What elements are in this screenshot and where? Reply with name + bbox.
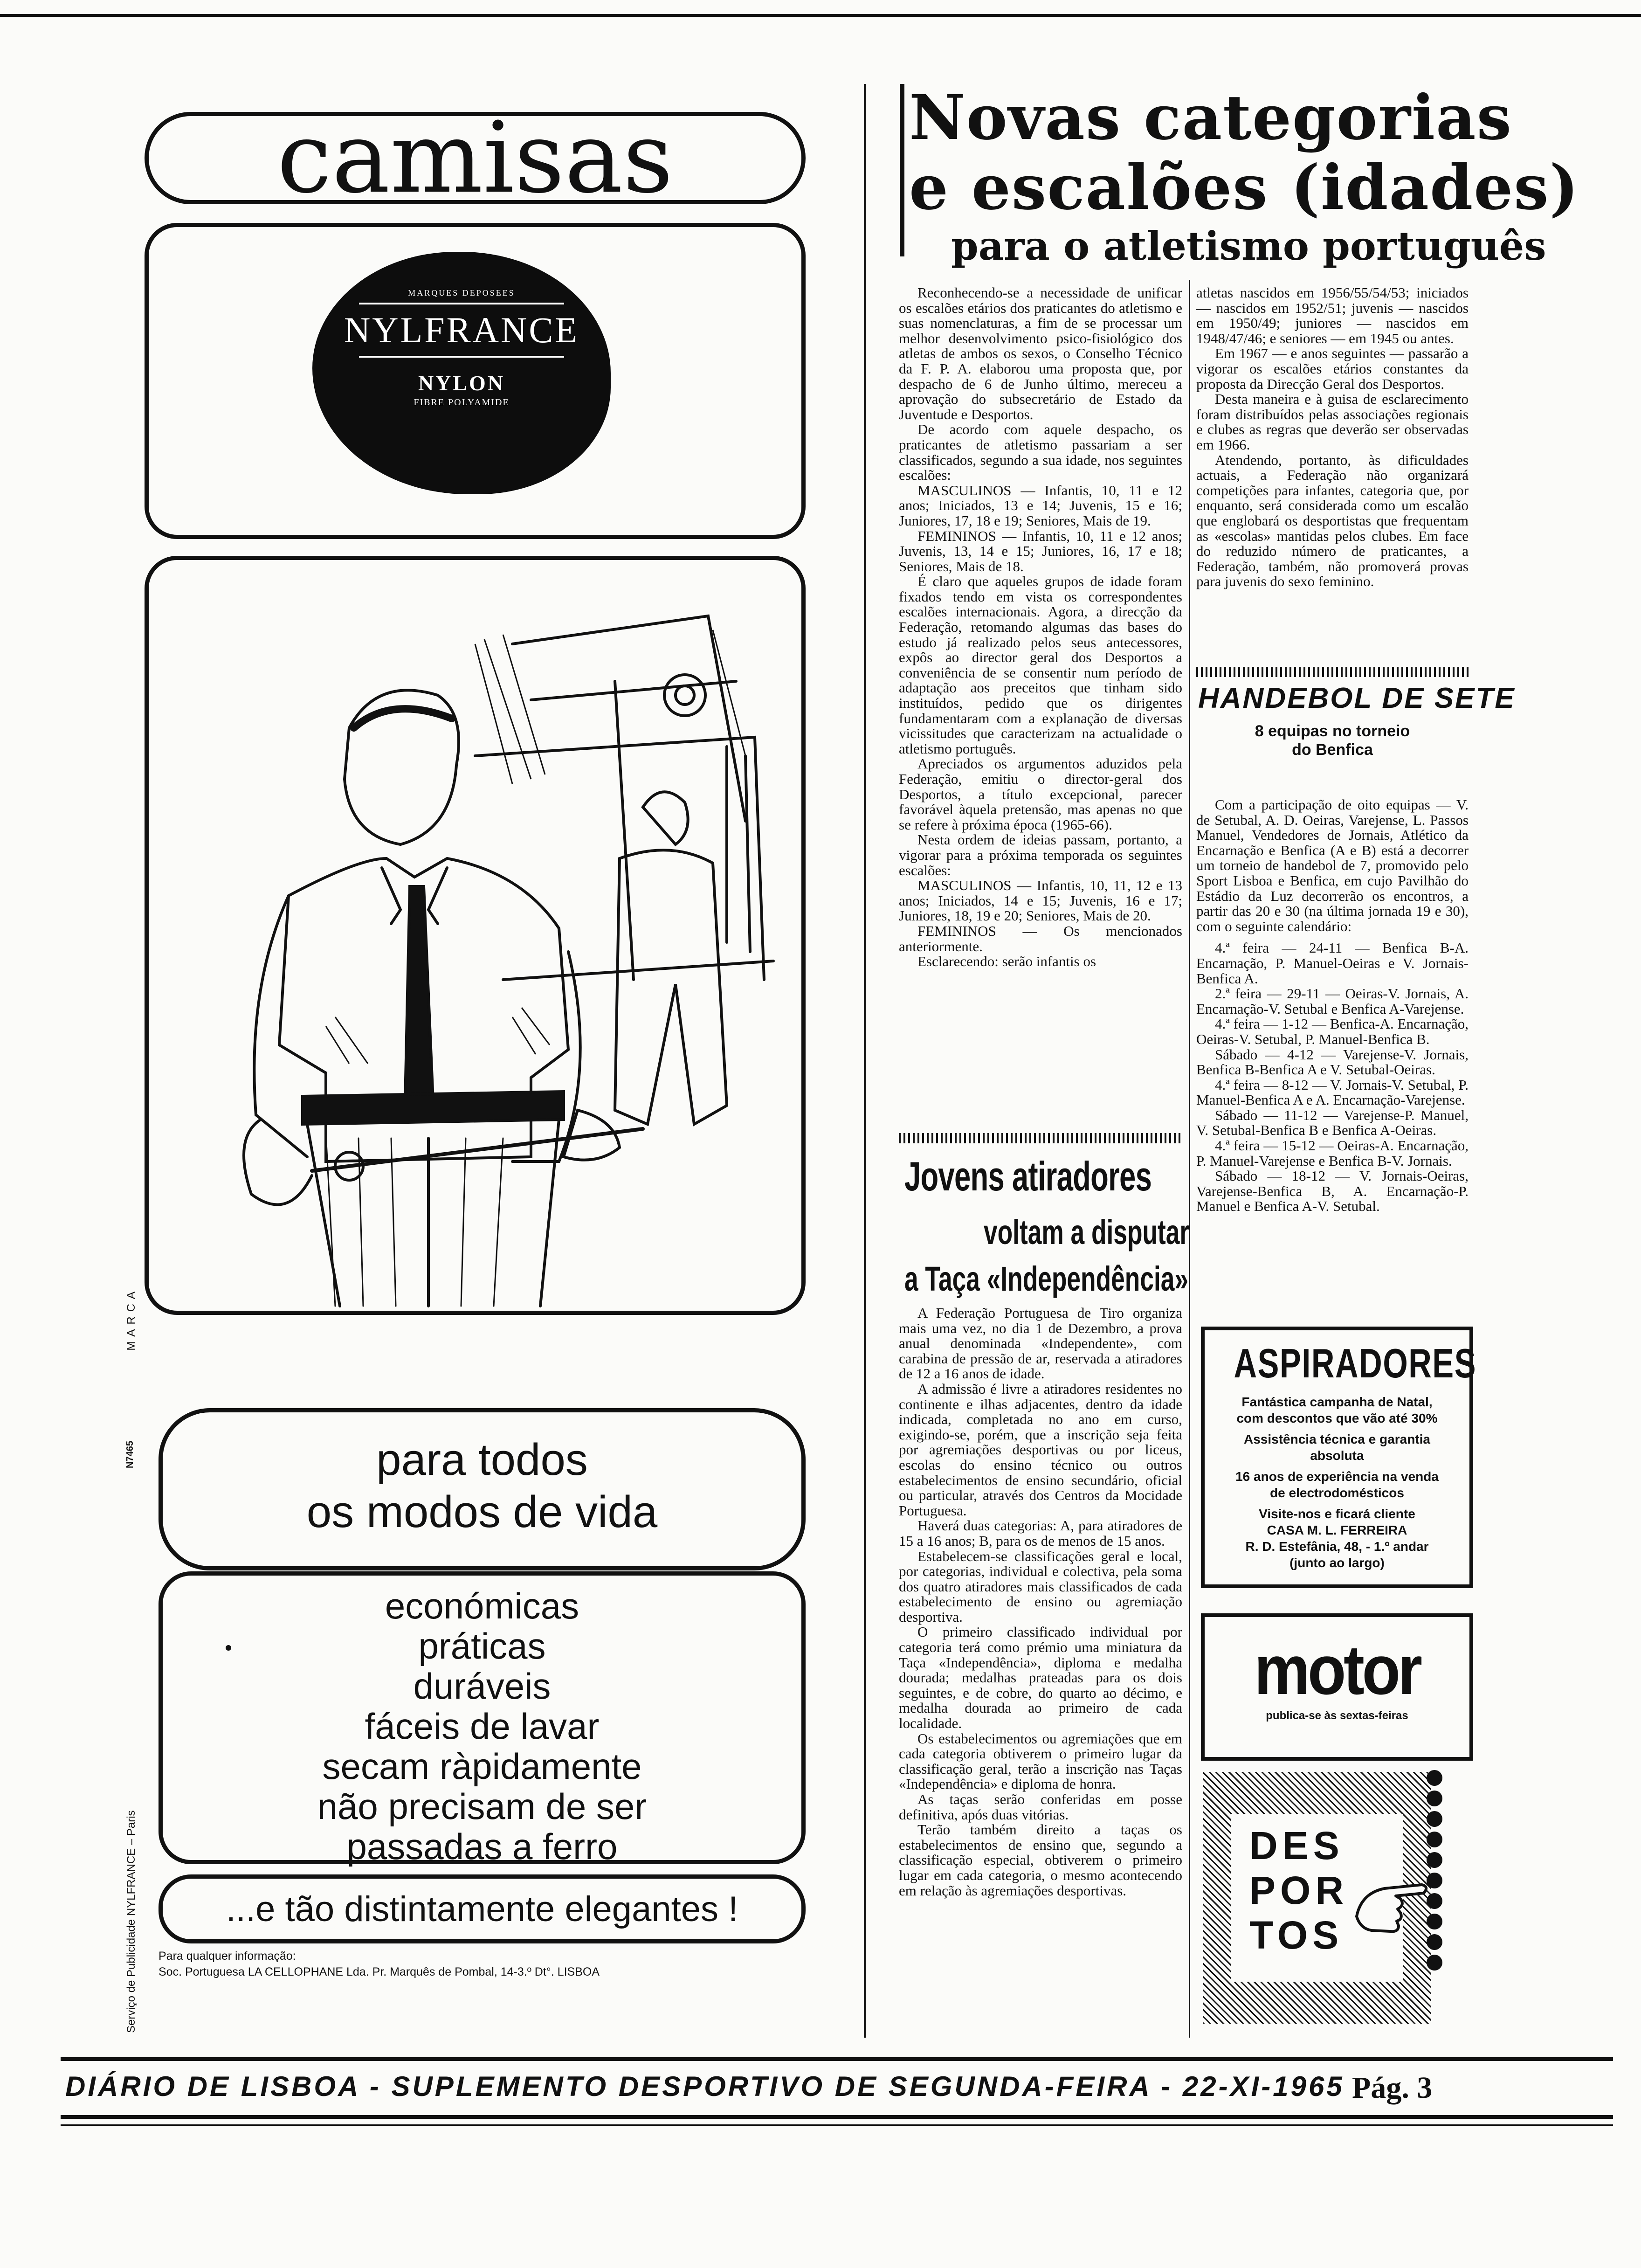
aspiradores-title: ASPIRADORES [1234, 1340, 1477, 1386]
article-paragraph: Terão também direito a taças os estabelecimentos de ensino que, segundo a classificação especial, obtiverem o primeiro lugar em cada categoria, o mesmo acontecendo em relação às agremiações desportivas. [899, 1821, 1182, 1899]
article-paragraph: FEMININOS — Infantis, 10, 11 e 12 anos; Juvenis, 13, 14 e 15; Juniores, 16, 17 e 18; Seniores, Mais de 18. [899, 527, 1182, 574]
page-number: Pág. 3 [1352, 2071, 1433, 2105]
ad-tagline-line-2: os modos de vida [306, 1487, 658, 1537]
article-paragraph: MASCULINOS — Infantis, 10, 11 e 12 anos; Iniciados, 13 e 14; Juvenis, 15 e 16; Juniores, 17, 18 e 19; Seniores, Mais de 19. [899, 482, 1182, 529]
ad-contact [159, 1948, 600, 1980]
article-paragraph: A admissão é livre a atiradores residentes no continente e ilhas adjacentes, dentro da idade indicada, completada no ano em curso, exigindo-se, porém, que a inscrição seja feita por agremiações desportivas ou por liceus, escolas do ensino técnico ou outros estabelecimentos de ensino secundário, oficial ou particular, através dos Centros da Mocidade Portuguesa. [899, 1380, 1182, 1519]
handebol-title: HANDEBOL DE SETE [1198, 682, 1516, 714]
bullet-dot [226, 1645, 231, 1651]
schedule-item: 4.ª feira — 24-11 — Benfica B-A. Encarnação, P. Manuel-Oeiras e V. Jornais-Benfica A. [1196, 940, 1469, 987]
ad-service-vertical: Serviço de Publicidade NYLFRANCE – Paris [125, 1810, 138, 2033]
handebol-body [1196, 797, 1469, 1214]
pointing-hand-icon [1347, 1865, 1431, 1949]
ad-line: de electrodomésticos [1270, 1486, 1404, 1500]
desportos-line: POR [1249, 1868, 1349, 1912]
article-paragraph: Com a participação de oito equipas — V. de Setubal, A. D. Oeiras, Varejense, L. Passos Manuel, Vendedores de Jornais, Atlético da Encarnação e Benfica (A e B) está a decorrer um torneio de handebol de 7, promovido pelo Sport Lisboa e Benfica, em cujo Pavilhão do Estádio da Luz decorrerão os encontros, a partir das 20 e 30 (na última jornada 19 e 30), com o seguinte calendário: [1196, 796, 1469, 934]
ad-slogan: ...e tão distintamente elegantes ! [226, 1889, 738, 1929]
column-rule [864, 84, 866, 2038]
ad-feature: não precisam de ser [317, 1786, 647, 1827]
ad-feature: práticas [418, 1625, 546, 1666]
ad-headline [145, 101, 806, 215]
headline-line-3: para o atletismo português [951, 223, 1546, 269]
schedule-item: 2.ª feira — 29-11 — Oeiras-V. Jornais, A. Encarnação-V. Setubal e Benfica A-Varejense. [1196, 985, 1469, 1017]
article-paragraph: O primeiro classificado individual por categoria terá como prémio uma miniatura da Taça «Independência», diploma e medalha dourada; medalhas prateadas para os dois seguintes, e de cobre, do quarto ao décimo, e medalha dourada ao primeiro de cada localidade. [899, 1624, 1182, 1732]
article-paragraph: Esclarecendo: serão infantis os [917, 953, 1096, 970]
desportos-line: TOS [1249, 1913, 1344, 1957]
ad-line: CASA M. L. FERREIRA [1267, 1523, 1407, 1537]
article-paragraph: Desta maneira e à guisa de esclarecimento foram distribuídos pelas associações regionais e clubes as regras que deverão ser observadas em 1966. [1196, 391, 1469, 453]
section-divider [1196, 667, 1469, 677]
ad-slogan-panel [159, 1874, 806, 1943]
schedule-item: Sábado — 4-12 — Varejense-V. Jornais, Benfica B-Benfica A e V. Setubal-Oeiras. [1196, 1046, 1469, 1078]
ad-line: Visite-nos e ficará cliente [1259, 1507, 1415, 1521]
headline-bar [900, 84, 904, 256]
motor-word: motor [1254, 1631, 1420, 1709]
logo-fibre: FIBRE POLYAMIDE [414, 397, 510, 408]
ad-line: (junto ao largo) [1289, 1556, 1385, 1570]
ad-feature: económicas [385, 1585, 579, 1626]
ad-marca-vertical: MARCA [125, 1287, 138, 1351]
article-paragraph: MASCULINOS — Infantis, 10, 11, 12 e 13 anos; Iniciados, 14 e 15; Juvenis, 16 e 17; Juniores, 18, 19 e 20; Seniores, Mais de 20. [899, 877, 1182, 924]
ad-feature: secam ràpidamente [322, 1746, 642, 1787]
tiro-title-1: Jovens atiradores [904, 1153, 1152, 1199]
article-paragraph: É claro que aqueles grupos de idade foram fixados tendo em vista os correspondentes escalões internacionais. Agora, a direcção da Federação, retomando algumas das bases do estudo já realizado pelos seus antecessores, expôs ao director geral dos Desportos a conveniência de se consentir num período de adaptação aos preceitos que tinham sido instituídos, pedido que os dirigentes fundamentaram com a explanação de diversas vicissitudes que caracterizam na actualidade o atletismo português. [899, 573, 1182, 757]
schedule-item: 4.ª feira — 15-12 — Oeiras-A. Encarnação, P. Manuel-Varejense e Benfica B-V. Jornais. [1196, 1137, 1469, 1169]
article-paragraph: Nesta ordem de ideias passam, portanto, a vigorar para a próxima temporada os seguintes escalões: [899, 831, 1182, 878]
article-paragraph: atletas nascidos em 1956/55/54/53; iniciados — nascidos em 1952/51; juvenis — nascidos em 1950/49; juniores — nascidos em 1948/47/46; e seniores — em 1945 ou antes. [1196, 284, 1469, 346]
motor-sub: publica-se às sextas-feiras [1266, 1709, 1408, 1722]
ad-tagline-panel [159, 1408, 806, 1570]
desportos-ad [1203, 1772, 1431, 2024]
tiro-body [899, 1306, 1182, 1898]
article-paragraph: Atendendo, portanto, às dificuldades actuais, a Federação não organizará competições para infantes, categoria que, por enquanto, será considerada como um escalão que englobará os desportistas que frequentam as «escolas» mantidas pelos clubes. Em face do reduzido número de praticantes, a Federação, também, não promoverá provas para juvenis do sexo feminino. [1196, 451, 1469, 590]
section-divider [899, 1133, 1182, 1143]
ad-illustration [145, 556, 806, 1315]
logo-nylon: NYLON [418, 371, 505, 395]
ad-word: camisas [277, 101, 673, 215]
top-rule [0, 14, 1641, 17]
desportos-word [1249, 1823, 1348, 1957]
article-paragraph: A Federação Portuguesa de Tiro organiza mais uma vez, no dia 1 de Dezembro, a prova anual denominada «Independente», com carabina de pressão de ar, reservada a atiradores de 12 a 16 anos de idade. [899, 1305, 1182, 1382]
footer-rule [61, 2124, 1613, 2126]
ad-line: R. D. Estefânia, 48, - 1.º andar [1245, 1539, 1429, 1554]
ad-line: absoluta [1310, 1448, 1364, 1463]
schedule-item: 4.ª feira — 1-12 — Benfica-A. Encarnação, Oeiras-V. Setubal, P. Manuel-Benfica B. [1196, 1016, 1469, 1047]
ad-line: Fantástica campanha de Natal, [1241, 1395, 1433, 1409]
ad-feature: passadas a ferro [346, 1826, 618, 1867]
schedule-item: 4.ª feira — 8-12 — V. Jornais-V. Setubal, P. Manuel-Benfica A e A. Encarnação-Varejense. [1196, 1076, 1469, 1108]
article-paragraph: Reconhecendo-se a necessidade de unificar os escalões etários dos praticantes do atletismo e suas nomenclaturas, a fim de se processar um melhor desenvolvimento psico-fisiológico dos atletas de ambos os sexos, o Conselho Técnico da F. P. A. elaborou uma proposta que, por despacho de 6 de Junho último, mereceu a aprovação do subsecretário de Estado da Juventude e Desportos. [899, 284, 1182, 422]
article-paragraph: De acordo com aquele despacho, os praticantes de atletismo passariam a ser classificados, segundo a sua idade, nos seguintes escalões: [899, 421, 1182, 484]
article-paragraph: Em 1967 — e anos seguintes — passarão a vigorar os escalões etários constantes da proposta da Direcção Geral dos Desportos. [1196, 345, 1469, 392]
ad-feature: fáceis de lavar [365, 1706, 600, 1747]
handebol-subtitle-1: 8 equipas no torneio [1255, 722, 1410, 740]
footer-rule [61, 2115, 1613, 2119]
tiro-title-3: a Taça «Independência» [904, 1259, 1189, 1298]
desportos-line: DES [1249, 1824, 1344, 1867]
handebol-subtitle [1196, 722, 1469, 759]
article-paragraph: Estabelecem-se classificações geral e local, por categorias, individual e colectiva, pela soma dos quatro atiradores mais classificados de cada estabelecimento de ensino ou agremiação desportiva. [899, 1548, 1182, 1625]
ad-line: com descontos que vão até 30% [1236, 1411, 1438, 1425]
headline-line-1: Novas categorias [909, 82, 1512, 154]
handebol-subtitle-2: do Benfica [1292, 741, 1373, 759]
tiro-title-2: voltam a disputar [984, 1213, 1190, 1252]
ad-code-vertical: N7465 [125, 1441, 135, 1468]
ad-line: Assistência técnica e garantia [1244, 1432, 1430, 1446]
ad-feature: duráveis [413, 1666, 551, 1707]
schedule-item: Sábado — 18-12 — V. Jornais-Oeiras, Varejense-Benfica B, A. Encarnação-P. Manuel e Benfica A-V. Setubal. [1196, 1168, 1469, 1215]
man-with-shirt-illustration [149, 560, 801, 1311]
article-paragraph: As taças serão conferidas em posse definitiva, após duas vitórias. [899, 1791, 1182, 1823]
ad-contact-label: Para qualquer informação: [159, 1950, 296, 1963]
footer-rule [61, 2057, 1613, 2061]
ad-contact-address: Soc. Portuguesa LA CELLOPHANE Lda. Pr. Marquês de Pombal, 14-3.º Dt°. LISBOA [159, 1965, 600, 1978]
article-paragraph: Haverá duas categorias: A, para atiradores de 15 a 16 anos; B, para os de menos de 15 anos. [899, 1517, 1182, 1549]
article1-column-2 [1196, 285, 1469, 589]
article-paragraph: Apreciados os argumentos aduzidos pela Federação, emitiu o director-geral dos Desportos, a título excepcional, parecer favorável àquela pretensão, mas apenas no que se refere à próxima época (1965-66). [899, 755, 1182, 833]
article-paragraph: FEMININOS — Os mencionados anteriormente. [899, 922, 1182, 954]
aspiradores-body [1205, 1394, 1469, 1571]
article-paragraph: Os estabelecimentos ou agremiações que em cada categoria obtiverem o primeiro lugar da classificação geral, terão a inscrição nas Taças «Independência» e diploma de honra. [899, 1730, 1182, 1792]
desportos-dots [1427, 1770, 1445, 1975]
column-rule [1189, 280, 1190, 2038]
ad-features-panel [159, 1571, 806, 1867]
ad-line: 16 anos de experiência na venda [1235, 1469, 1439, 1484]
aspiradores-ad [1201, 1327, 1477, 1588]
footer-title: DIÁRIO DE LISBOA - SUPLEMENTO DESPORTIVO DE SEGUNDA-FEIRA - 22-XI-1965 [65, 2071, 1345, 2102]
logo-brand: NYLFRANCE [344, 310, 579, 350]
logo-small-text: MARQUES DEPOSEES [408, 288, 515, 297]
article1-column-1 [899, 285, 1182, 969]
motor-ad [1201, 1613, 1473, 1761]
schedule-item: Sábado — 11-12 — Varejense-P. Manuel, V. Setubal-Benfica B e Benfica A-Oeiras. [1196, 1106, 1469, 1139]
ad-tagline-line-1: para todos [376, 1435, 588, 1485]
headline-line-2: e escalões (idades) [909, 152, 1580, 224]
